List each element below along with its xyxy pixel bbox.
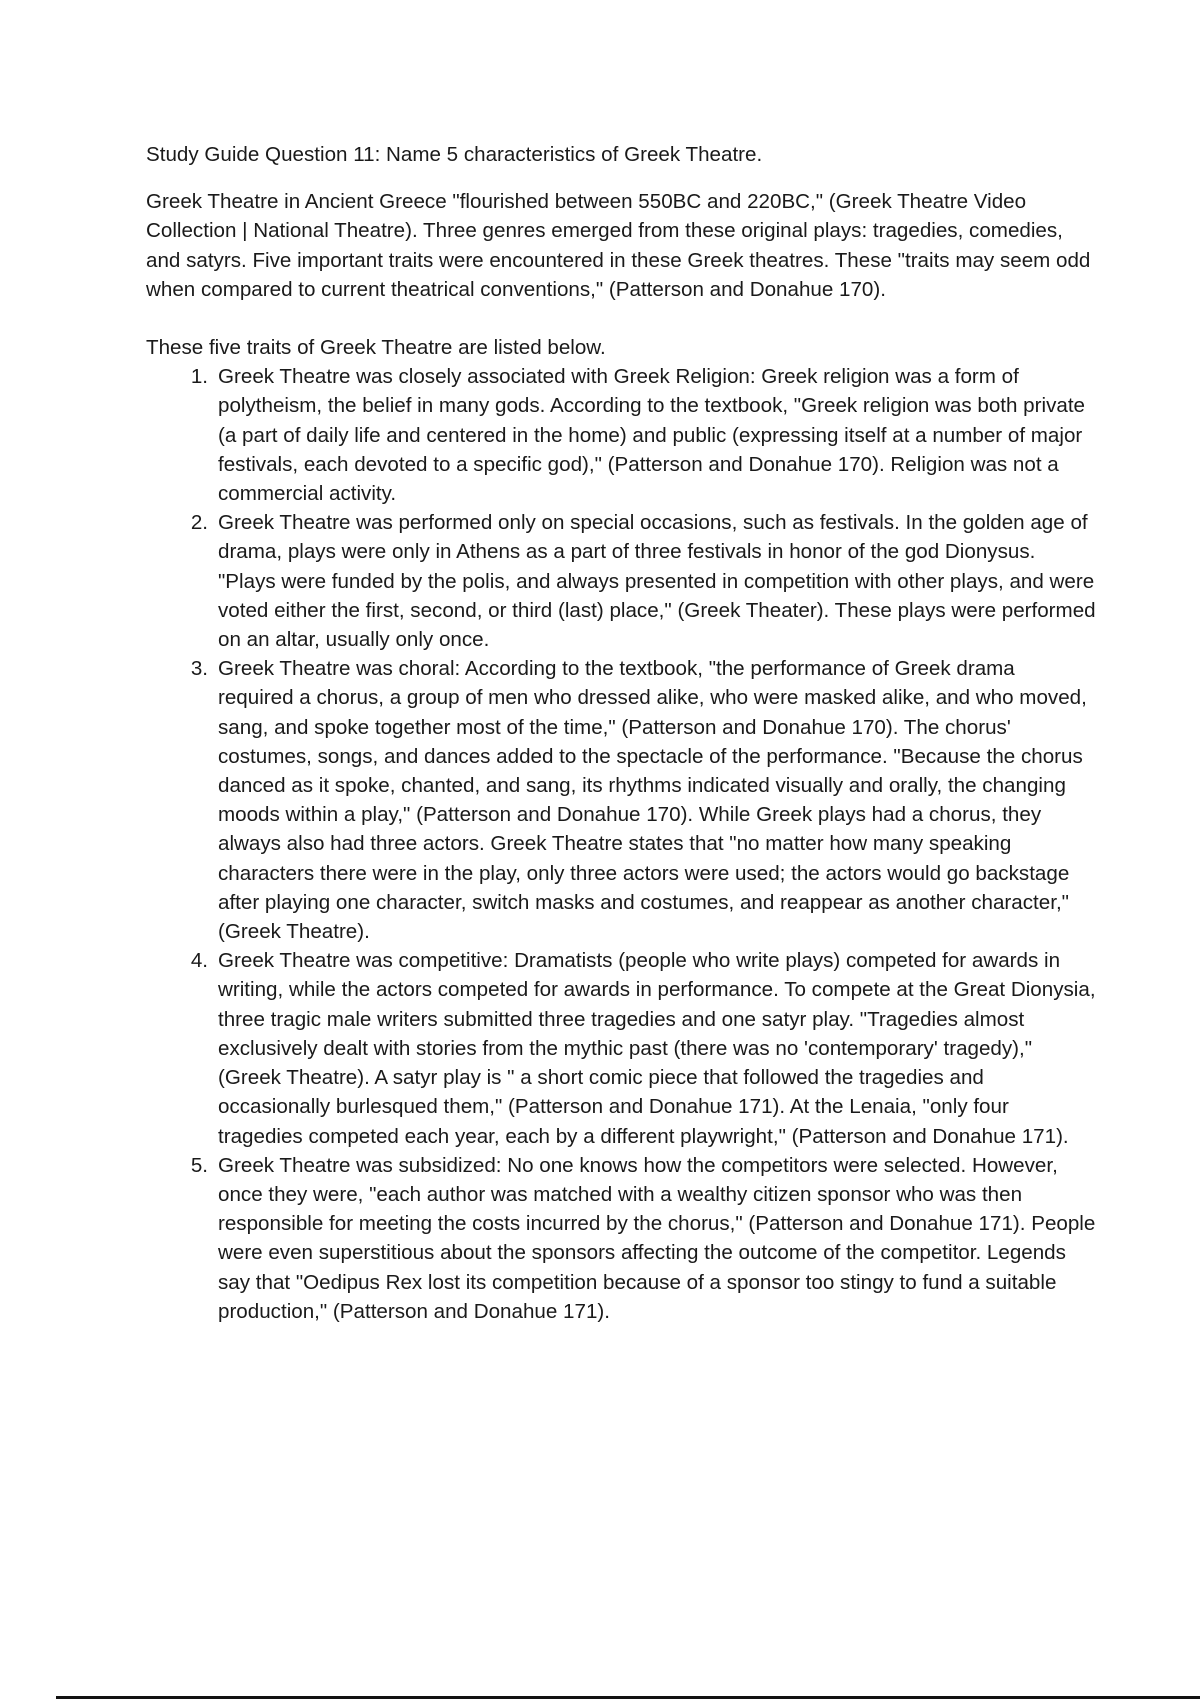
list-item: [190, 362, 1096, 508]
list-item-text: Greek Theatre was subsidized: No one knows how the competitors were selected. However, once they were, "each author was matched with a wealthy citizen sponsor who was then responsible for meeting the costs incurred by the chorus," (Patterson and Donahue 171). People were even superstitious about the sponsors affecting the outcome of the competitor. Legends say that "Oedipus Rex lost its competition because of a sponsor too stingy to fund a suitable production," (Patterson and Donahue 171).: [218, 1153, 1096, 1323]
study-guide-question-title: Study Guide Question 11: Name 5 characteristics of Greek Theatre.: [146, 143, 763, 166]
traits-list: [146, 362, 1096, 1326]
list-item-text: Greek Theatre was competitive: Dramatists (people who write plays) competed for awards in writing, while the actors competed for awards in performance. To compete at the Great Dionysia, three tragic male writers submitted three tragedies and one satyr play. "Tragedies almost exclusively dealt with stories from the mythic past (there was no 'contemporary' tragedy)," (Greek Theatre). A satyr play is " a short comic piece that followed the tragedies and occasionally burlesqued them," (Patterson and Donahue 171). At the Lenaia, "only four tragedies competed each year, each by a different playwright," (Patterson and Donahue 171).: [218, 949, 1096, 1148]
list-item: [190, 508, 1096, 654]
page-bottom-divider: [56, 1696, 1200, 1699]
list-item-text: Greek Theatre was performed only on special occasions, such as festivals. In the golden age of drama, plays were only in Athens as a part of three festivals in honor of the god Dionysus. "Plays were funded by the polis, and always presented in competition with other plays, and were voted either the first, second, or third (last) place," (Greek Theater). These plays were performed on an altar, usually only once.: [218, 511, 1096, 652]
list-item-number: 2.: [190, 511, 208, 535]
list-item: [190, 1151, 1096, 1326]
list-item-text: Greek Theatre was choral: According to the textbook, "the performance of Greek drama required a chorus, a group of men who dressed alike, who were masked alike, and who moved, sang, and spoke together most of the time," (Patterson and Donahue 170). The chorus' costumes, songs, and dances added to the spectacle of the performance. "Because the chorus danced as it spoke, chanted, and sang, its rhythms indicated visually and orally, the changing moods within a play," (Patterson and Donahue 170). While Greek plays had a chorus, they always also had three actors. Greek Theatre states that "no matter how many speaking characters there were in the play, only three actors were used; the actors would go backstage after playing one character, switch masks and costumes, and reappear as another character," (Greek Theatre).: [218, 657, 1087, 944]
list-item: [190, 654, 1096, 946]
intro-paragraph: Greek Theatre in Ancient Greece "flourished between 550BC and 220BC," (Greek Theatre Video Collection | National Theatre). Three genres emerged from these original plays: tragedies, comedies, and satyrs. Five important traits were encountered in these Greek theatres. These "traits may seem odd when compared to current theatrical conventions," (Patterson and Donahue 170).: [146, 190, 1091, 301]
list-item-text: Greek Theatre was closely associated with Greek Religion: Greek religion was a form of polytheism, the belief in many gods. According to the textbook, "Greek religion was both private (a part of daily life and centered in the home) and public (expressing itself at a number of major festivals, each devoted to a specific god)," (Patterson and Donahue 170). Religion was not a commercial activity.: [218, 365, 1085, 506]
list-intro: These five traits of Greek Theatre are listed below.: [146, 336, 606, 360]
list-item-number: 4.: [190, 949, 208, 973]
list-item-number: 5.: [190, 1153, 208, 1177]
list-item-number: 3.: [190, 657, 208, 681]
list-item-number: 1.: [190, 365, 208, 389]
document-page: [146, 140, 1096, 1326]
list-item: [190, 946, 1096, 1150]
